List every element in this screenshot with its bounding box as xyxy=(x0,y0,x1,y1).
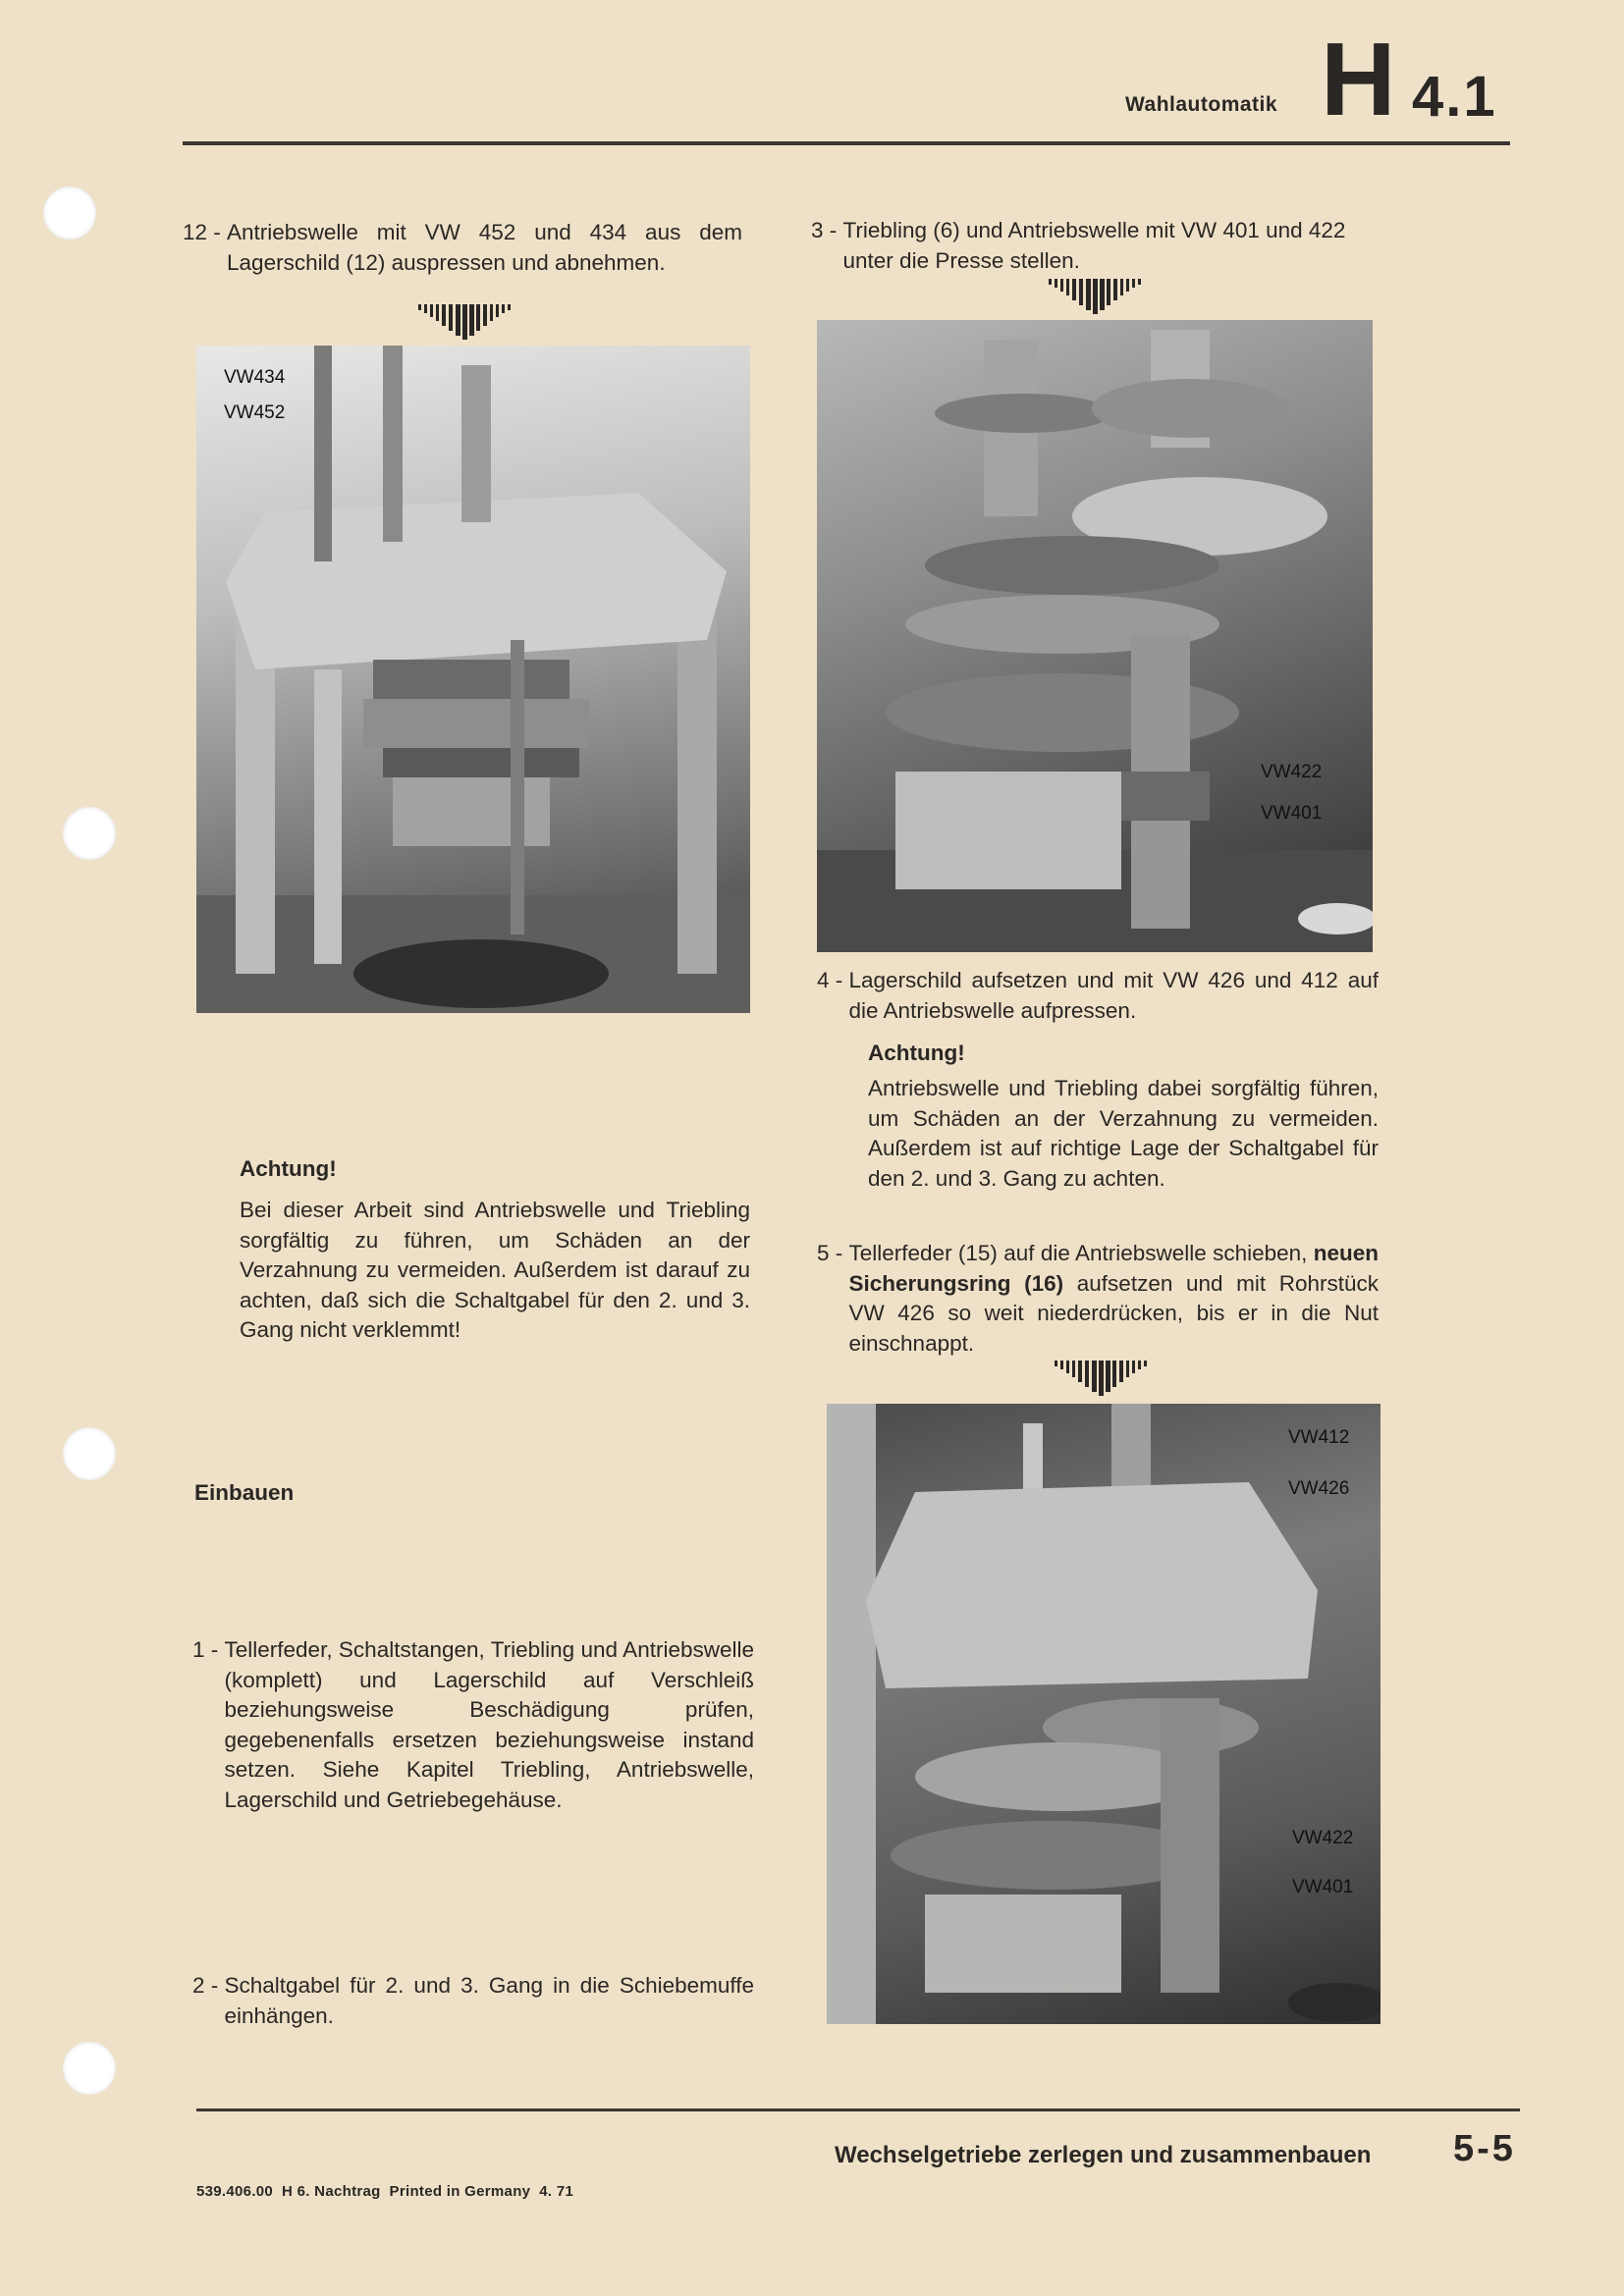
section-number: 4.1 xyxy=(1412,65,1497,129)
tool-label-vw422: VW422 xyxy=(1261,762,1323,782)
step-text xyxy=(849,1239,1379,1359)
section-letter: H xyxy=(1321,22,1396,137)
step-5 xyxy=(817,1239,1379,1359)
arrow-down-icon xyxy=(1041,279,1149,316)
photo-disassembly-press xyxy=(196,346,750,1013)
tool-label-vw401: VW401 xyxy=(1292,1877,1354,1897)
arrow-down-icon xyxy=(1047,1361,1155,1398)
header-rule xyxy=(183,141,1510,145)
step-2 xyxy=(192,1971,754,2031)
warning-title: Achtung! xyxy=(240,1156,337,1181)
tool-label-vw426: VW426 xyxy=(1288,1478,1350,1499)
photo-gears-under-press xyxy=(817,320,1373,952)
step-number: 4 - xyxy=(817,968,849,992)
tool-label-vw452: VW452 xyxy=(224,402,286,423)
step-text: Schaltgabel für 2. und 3. Gang in die Schiebemuffe einhängen. xyxy=(224,1973,754,2028)
warning-text: Bei dieser Arbeit sind Antriebswelle und Triebling sorgfältig zu führen, um Schäden an der Verzahnung zu vermeiden. Außerdem ist darauf zu achten, daß sich die Schaltgabel für den 2. und 3. Gang nicht verklemmt! xyxy=(240,1198,750,1342)
arrow-down-icon xyxy=(410,304,518,342)
tool-label-vw412: VW412 xyxy=(1288,1427,1350,1448)
step-12 xyxy=(183,218,742,278)
step-text-emphasis: neuen Sicherungsring (16) xyxy=(848,1241,1379,1296)
tool-label-vw422: VW422 xyxy=(1292,1828,1354,1848)
step-text: Antriebswelle mit VW 452 und 434 aus dem Lagerschild (12) auspressen und abnehmen. xyxy=(227,220,742,275)
step-text: Triebling (6) und Antriebswelle mit VW 401 und 422 unter die Presse stellen. xyxy=(842,218,1346,273)
footer-title: Wechselgetriebe zerlegen und zusammenbauen xyxy=(835,2142,1372,2168)
page-number: 5-5 xyxy=(1453,2128,1516,2169)
footer-rule xyxy=(196,2109,1520,2111)
step-number: 5 - xyxy=(817,1241,849,1265)
step-4 xyxy=(817,966,1379,1026)
step-text-part: Tellerfeder (15) auf die Antriebswelle schieben, xyxy=(848,1241,1314,1265)
punch-hole xyxy=(43,187,96,240)
tool-label-vw401: VW401 xyxy=(1261,803,1323,824)
step-number: 2 - xyxy=(192,1973,225,1998)
warning-title: Achtung! xyxy=(868,1041,965,1065)
section-title: Wahlautomatik xyxy=(1125,93,1278,116)
step-number: 3 - xyxy=(811,218,843,242)
print-info: 539.406.00 H 6. Nachtrag Printed in Germany 4. 71 xyxy=(196,2183,574,2200)
step-text: Lagerschild aufsetzen und mit VW 426 und 412 auf die Antriebswelle aufpressen. xyxy=(848,968,1379,1023)
step-text: Tellerfeder, Schaltstangen, Triebling und Antriebswelle (komplett) und Lagerschild auf Verschleiß beziehungsweise Beschädigung prüfen, gegebenenfalls ersetzen beziehungsweise instand setzen. Siehe Kapitel Triebling, Antriebswelle, Lagerschild und Getriebegehäuse. xyxy=(224,1637,754,1812)
step-number: 1 - xyxy=(192,1637,225,1662)
step-text-part: aufsetzen und mit Rohrstück VW 426 so weit niederdrücken, bis er in die Nut einschnappt. xyxy=(848,1270,1379,1356)
punch-hole xyxy=(63,2042,116,2095)
punch-hole xyxy=(63,1427,116,1480)
step-1 xyxy=(192,1635,754,1815)
step-number: 12 - xyxy=(183,220,228,244)
warning-text: Antriebswelle und Triebling dabei sorgfältig führen, um Schäden an der Verzahnung zu vermeiden. Außerdem ist auf richtige Lage der Schaltgabel für den 2. und 3. Gang zu achten. xyxy=(868,1076,1379,1191)
step-3 xyxy=(811,216,1373,276)
tool-label-vw434: VW434 xyxy=(224,367,286,388)
install-heading: Einbauen xyxy=(194,1480,295,1505)
punch-hole xyxy=(63,807,116,860)
